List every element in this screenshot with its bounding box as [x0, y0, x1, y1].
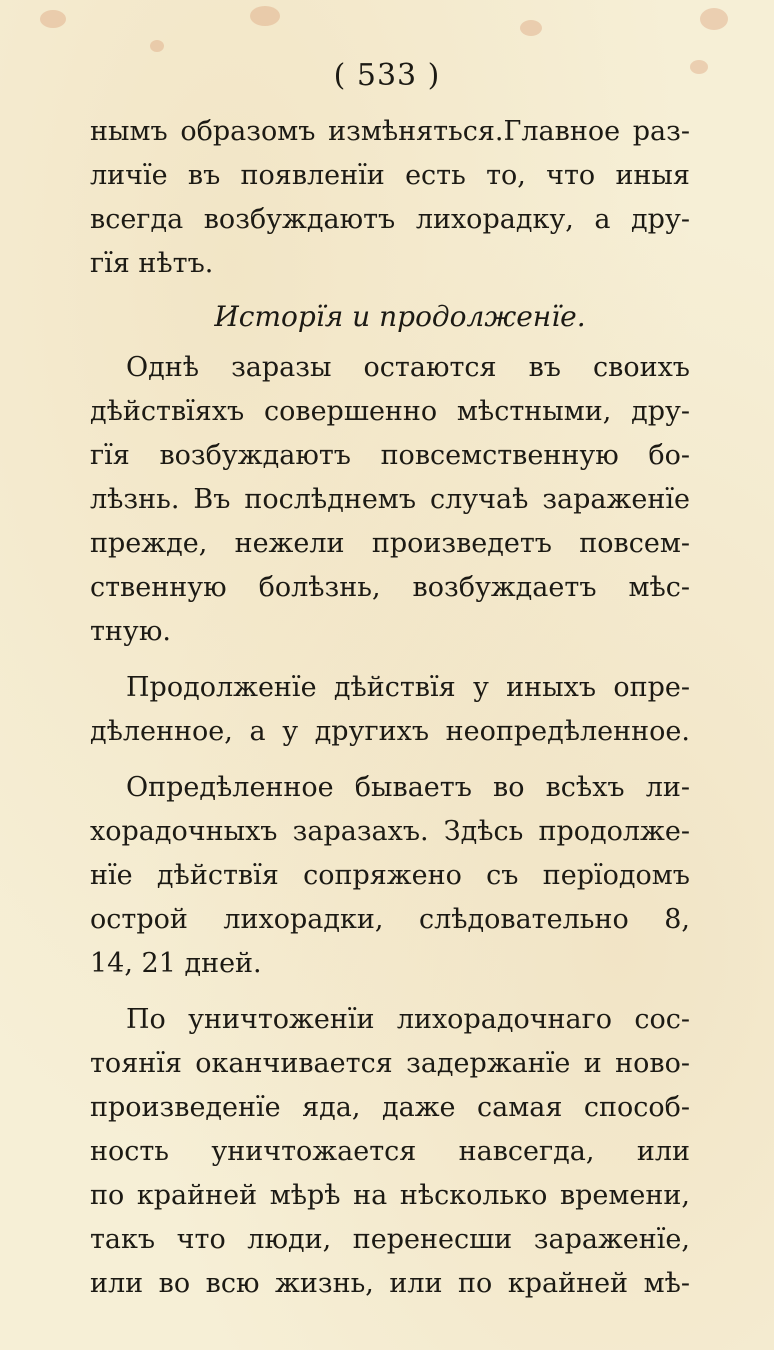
- word: дѣленное,: [90, 716, 233, 747]
- word: перенесши: [352, 1224, 513, 1255]
- word: сос-: [634, 1004, 690, 1035]
- word: навсегда,: [458, 1136, 595, 1167]
- word: нїе: [90, 860, 133, 891]
- word: тоянїя: [90, 1048, 182, 1079]
- word: или: [389, 1268, 443, 1299]
- word: самая: [477, 1092, 563, 1123]
- word: всѣхъ: [545, 772, 625, 803]
- word: болѣзнь,: [258, 572, 381, 603]
- word: раз-: [632, 116, 690, 147]
- word: Въ: [193, 484, 231, 515]
- text-line: [90, 1174, 690, 1218]
- word: что: [176, 1224, 226, 1255]
- word: бываетъ: [354, 772, 472, 803]
- word: ственную: [90, 572, 227, 603]
- word: гїя: [90, 440, 130, 471]
- foxing-stain: [520, 20, 542, 36]
- word: прежде,: [90, 528, 208, 559]
- word: дѣйствїяхъ: [90, 396, 245, 427]
- text-line: 14, 21 дней.: [90, 948, 262, 979]
- word: въ: [528, 352, 561, 383]
- word: зараженїе,: [533, 1224, 690, 1255]
- text-line: [90, 346, 690, 390]
- word: Здѣсь: [443, 816, 524, 847]
- word: всю: [205, 1268, 260, 1299]
- word: острой: [90, 904, 188, 935]
- text-line: гїя нѣтъ.: [90, 248, 214, 279]
- word: у: [472, 672, 489, 703]
- word: 8,: [664, 904, 690, 935]
- word: даже: [381, 1092, 456, 1123]
- word: мѣ-: [643, 1268, 690, 1299]
- text-line: [90, 1218, 690, 1262]
- word: случаѣ: [429, 484, 529, 515]
- text-line: [90, 1130, 690, 1174]
- word: иныхъ: [506, 672, 597, 703]
- word: уничтожается: [211, 1136, 417, 1167]
- word: По: [126, 1004, 166, 1035]
- word: дру-: [631, 396, 690, 427]
- word: ность: [90, 1136, 170, 1167]
- word: яда,: [302, 1092, 361, 1123]
- word: а: [594, 204, 611, 235]
- paragraph-gap: [90, 754, 690, 766]
- word: оканчивается: [195, 1048, 393, 1079]
- foxing-stain: [150, 40, 164, 52]
- word: остаются: [363, 352, 497, 383]
- word: перїодомъ: [542, 860, 690, 891]
- word: дѣйствїя: [156, 860, 279, 891]
- word: во: [158, 1268, 191, 1299]
- word: въ: [187, 160, 221, 191]
- word: дѣйствїя: [333, 672, 456, 703]
- text-line: [90, 390, 690, 434]
- word: заразахъ.: [292, 816, 429, 847]
- text-line: [90, 810, 690, 854]
- section-heading: Исторїя и продолженїе.: [214, 300, 586, 333]
- word: нѣсколько: [399, 1180, 548, 1211]
- text-line: [90, 434, 690, 478]
- text-line: [90, 198, 690, 242]
- word: по: [90, 1180, 125, 1211]
- text-line: [90, 666, 690, 710]
- word: слѣдовательно: [418, 904, 629, 935]
- text-line: [90, 710, 690, 754]
- word: возбуждаютъ: [159, 440, 351, 471]
- word: на: [353, 1180, 388, 1211]
- paragraph-gap: [90, 654, 690, 666]
- word: своихъ: [593, 352, 690, 383]
- word: нежели: [234, 528, 345, 559]
- text-line: [90, 110, 690, 154]
- word: хорадочныхъ: [90, 816, 278, 847]
- word: послѣднемъ: [244, 484, 416, 515]
- text-line: [90, 154, 690, 198]
- text-line: [90, 1086, 690, 1130]
- word: совершенно: [264, 396, 438, 427]
- word: во: [493, 772, 525, 803]
- text-line: [90, 854, 690, 898]
- foxing-stain: [40, 10, 66, 28]
- word: времени,: [559, 1180, 690, 1211]
- word: возбуждаютъ: [203, 204, 396, 235]
- word: мѣс-: [628, 572, 690, 603]
- word: Однѣ: [126, 352, 200, 383]
- word: крайней: [136, 1180, 258, 1211]
- foxing-stain: [250, 6, 280, 26]
- word: измѣняться.Главное: [328, 116, 621, 147]
- word: бо-: [648, 440, 690, 471]
- word: а: [249, 716, 266, 747]
- word: у: [282, 716, 299, 747]
- text-line: тную.: [90, 616, 171, 647]
- word: способ-: [583, 1092, 690, 1123]
- word: иныя: [615, 160, 690, 191]
- word: есть: [405, 160, 466, 191]
- word: возбуждаетъ: [412, 572, 597, 603]
- word: всегда: [90, 204, 184, 235]
- word: произведенїе: [90, 1092, 281, 1123]
- word: что: [546, 160, 596, 191]
- word: мѣстными,: [456, 396, 612, 427]
- text-line: [90, 1042, 690, 1086]
- word: ли-: [645, 772, 690, 803]
- word: или: [636, 1136, 690, 1167]
- text-line: [90, 478, 690, 522]
- word: уничтоженїи: [188, 1004, 375, 1035]
- text-line: [90, 1262, 690, 1306]
- word: лихорадку,: [415, 204, 574, 235]
- text-line: [90, 766, 690, 810]
- page-number: ( 533 ): [333, 58, 441, 93]
- word: образомъ: [180, 116, 316, 147]
- text-line: [90, 998, 690, 1042]
- paragraph-gap: [90, 986, 690, 998]
- word: опре-: [613, 672, 690, 703]
- word: произведетъ: [371, 528, 552, 559]
- text-line: [90, 566, 690, 610]
- word: появленїи: [240, 160, 385, 191]
- word: и: [583, 1048, 602, 1079]
- word: другихъ: [314, 716, 430, 747]
- word: лихорадки,: [223, 904, 384, 935]
- word: нымъ: [90, 116, 168, 147]
- word: задержанїе: [406, 1048, 571, 1079]
- word: такъ: [90, 1224, 156, 1255]
- word: жизнь,: [275, 1268, 374, 1299]
- word: личїе: [90, 160, 168, 191]
- word: лѣзнь.: [90, 484, 180, 515]
- word: заразы: [231, 352, 332, 383]
- word: дру-: [631, 204, 690, 235]
- word: крайней: [507, 1268, 629, 1299]
- text-line: [90, 898, 690, 942]
- word: сопряжено: [303, 860, 462, 891]
- word: Опредѣленное: [126, 772, 334, 803]
- word: то,: [486, 160, 526, 191]
- body-text: [90, 110, 690, 1306]
- word: или: [90, 1268, 144, 1299]
- word: повсемственную: [380, 440, 619, 471]
- word: съ: [486, 860, 519, 891]
- word: повсем-: [579, 528, 690, 559]
- text-line: [90, 522, 690, 566]
- foxing-stain: [700, 8, 728, 30]
- word: люди,: [247, 1224, 332, 1255]
- word: зараженїе: [542, 484, 690, 515]
- word: ново-: [615, 1048, 690, 1079]
- word: лихорадочнаго: [396, 1004, 613, 1035]
- word: неопредѣленное.: [445, 716, 690, 747]
- word: продолже-: [538, 816, 690, 847]
- word: Продолженїе: [126, 672, 317, 703]
- word: по: [458, 1268, 493, 1299]
- word: мѣрѣ: [269, 1180, 341, 1211]
